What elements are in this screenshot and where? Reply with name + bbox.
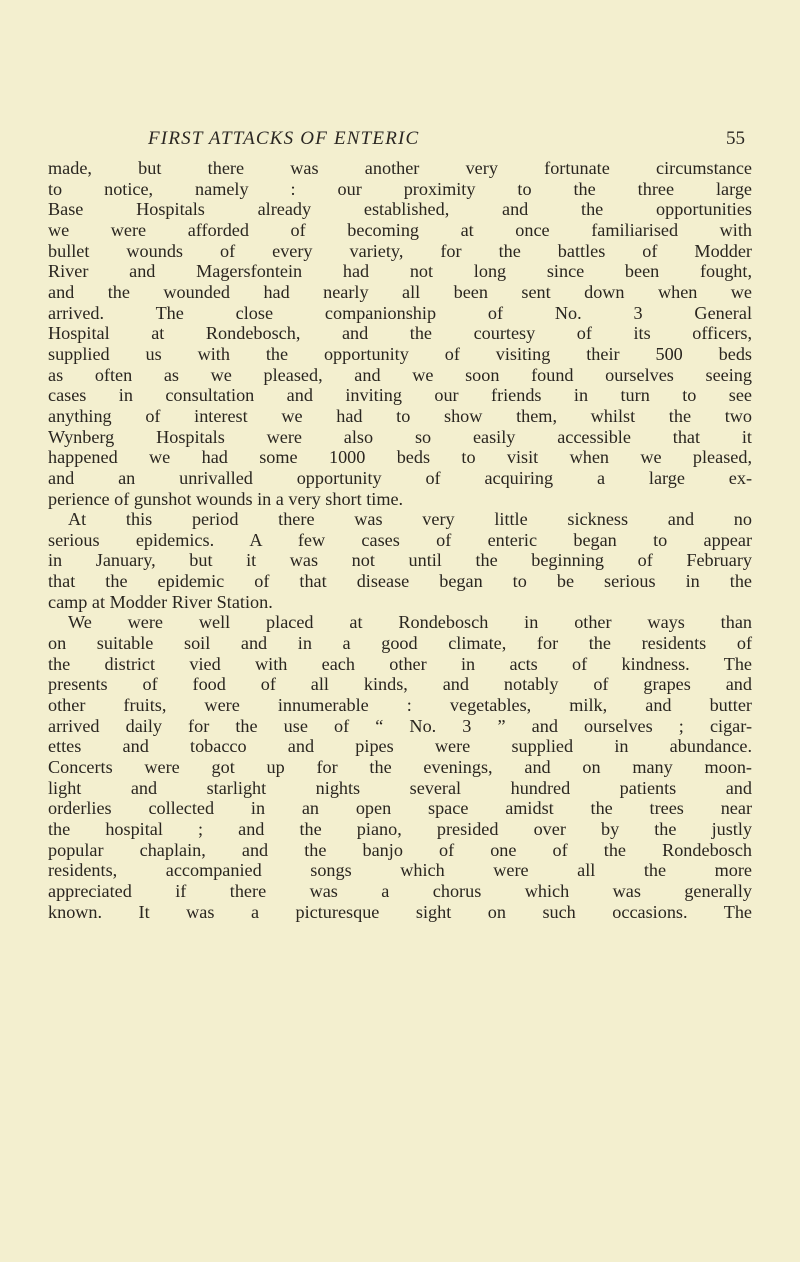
text-line: Base Hospitals already established, and the opportunities — [48, 199, 752, 220]
text-line: anything of interest we had to show them, whilst the two — [48, 405, 752, 426]
paragraph-start-line: At this period there was very little sickness and no — [68, 509, 752, 530]
text-line: cases in consultation and inviting our friends in turn to see — [48, 385, 752, 406]
text-line: to notice, namely : our proximity to the three large — [48, 178, 752, 199]
text-line: arrived. The close companionship of No. 3 General — [48, 302, 752, 323]
text-line: we were afforded of becoming at once familiarised with — [48, 219, 752, 240]
text-line: River and Magersfontein had not long since been fought, — [48, 261, 752, 282]
text-line: appreciated if there was a chorus which was generally — [48, 880, 752, 901]
text-line: Wynberg Hospitals were also so easily accessible that it — [48, 426, 752, 447]
running-head: FIRST ATTACKS OF ENTERIC — [148, 128, 420, 149]
text-line: light and starlight nights several hundred patients and — [48, 777, 752, 798]
text-line: presents of food of all kinds, and notably of grapes and — [48, 674, 752, 695]
text-line: bullet wounds of every variety, for the battles of Modder — [48, 240, 752, 261]
text-line: residents, accompanied songs which were all the more — [48, 860, 752, 881]
text-line: arrived daily for the use of “ No. 3 ” and ourselves ; cigar- — [48, 715, 752, 736]
text-line: made, but there was another very fortunate circumstance — [48, 158, 752, 178]
paragraph-start-line: We were well placed at Rondebosch in other ways than — [68, 612, 752, 633]
text-line: orderlies collected in an open space amidst the trees near — [48, 798, 752, 819]
text-line: in January, but it was not until the beginning of February — [48, 550, 752, 571]
text-line: ettes and tobacco and pipes were supplied in abundance. — [48, 736, 752, 757]
paragraph-end-line: perience of gunshot wounds in a very short time. — [48, 488, 404, 509]
text-line: the district vied with each other in acts of kindness. The — [48, 653, 752, 674]
paragraph-end-line: camp at Modder River Station. — [48, 591, 273, 612]
text-line: known. It was a picturesque sight on such occasions. The — [48, 901, 752, 922]
text-line: serious epidemics. A few cases of enteric began to appear — [48, 529, 752, 550]
text-line: Hospital at Rondebosch, and the courtesy of its officers, — [48, 323, 752, 344]
text-line: as often as we pleased, and we soon found ourselves seeing — [48, 364, 752, 385]
text-line: happened we had some 1000 beds to visit when we pleased, — [48, 447, 752, 468]
text-line: that the epidemic of that disease began to be serious in the — [48, 571, 752, 592]
text-line: and the wounded had nearly all been sent down when we — [48, 281, 752, 302]
text-line: on suitable soil and in a good climate, for the residents of — [48, 633, 752, 654]
text-line: popular chaplain, and the banjo of one of the Rondebosch — [48, 839, 752, 860]
text-line: Concerts were got up for the evenings, and on many moon- — [48, 757, 752, 778]
body-text — [48, 158, 752, 922]
text-line: supplied us with the opportunity of visiting their 500 beds — [48, 343, 752, 364]
text-line: the hospital ; and the piano, presided over by the justly — [48, 819, 752, 839]
text-line: and an unrivalled opportunity of acquiring a large ex- — [48, 467, 752, 488]
text-line: other fruits, were innumerable : vegetables, milk, and butter — [48, 695, 752, 716]
page-number: 55 — [726, 128, 745, 149]
